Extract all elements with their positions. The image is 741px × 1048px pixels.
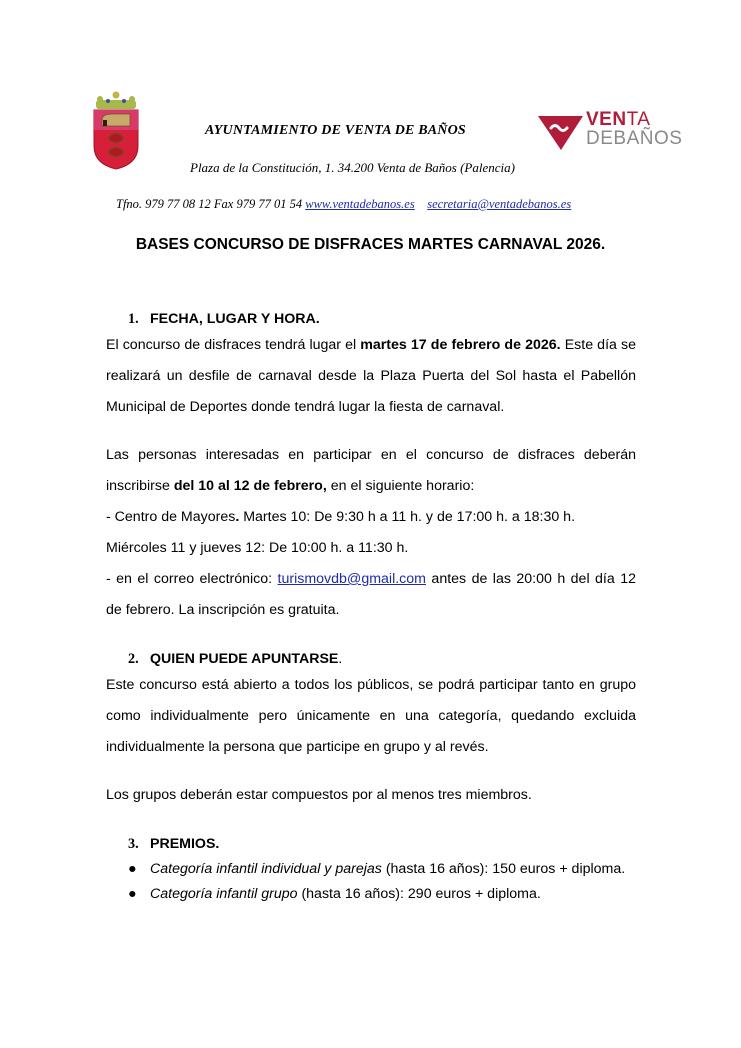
prize-item: [128, 883, 636, 905]
text: - en el correo electrónico:: [106, 571, 278, 587]
prizes-list: [106, 858, 636, 905]
section-number: 2.: [128, 651, 139, 667]
text: El concurso de disfraces tendrá lugar el: [106, 337, 361, 353]
contact-line: [116, 197, 571, 212]
website-link[interactable]: www.ventadebanos.es: [305, 197, 415, 211]
text: Las personas interesadas en participar en el concurso de disfraces deberán inscribirse: [106, 447, 636, 494]
bullet-icon: ●: [128, 886, 137, 902]
text: Este día se realizará un desfile de carnaval desde la Plaza Puerta del Sol hasta el Pabellón Municipal de Deportes donde tendrá lugar la fiesta de carnaval.: [106, 337, 636, 415]
text: en el siguiente horario:: [326, 478, 475, 494]
section-number: 1.: [128, 311, 139, 327]
section-heading-quien: [106, 648, 636, 670]
brand-wordmark-ta: TA: [626, 109, 651, 130]
event-date-bold: martes 17 de febrero de 2026.: [360, 337, 561, 353]
section-heading-text: QUIEN PUEDE APUNTARSE: [150, 651, 339, 667]
prize-detail: (hasta 16 años): 150 euros + diploma.: [381, 861, 626, 877]
prize-item: [128, 858, 636, 880]
registration-dates-bold: del 10 al 12 de febrero,: [173, 478, 327, 494]
section-heading-text: FECHA, LUGAR Y HORA.: [150, 311, 320, 327]
text: antes de las 20:00 h del día 12 de febrero. La inscripción es gratuita.: [106, 571, 636, 618]
registration-email-link[interactable]: turismovdb@gmail.com: [277, 571, 426, 587]
organization-address: Plaza de la Constitución, 1. 34.200 Venta de Baños (Palencia): [190, 160, 515, 175]
paragraph-email-registration: [106, 564, 636, 626]
paragraph-centro-mayores: [106, 502, 636, 564]
bullet-icon: ●: [128, 861, 137, 877]
prize-detail: (hasta 16 años): 290 euros + diploma.: [297, 886, 541, 902]
crown-icon: [96, 92, 136, 110]
secretaria-email-link[interactable]: secretaria@ventadebanos.es: [427, 197, 572, 211]
municipal-crest-logo: [90, 90, 142, 170]
paragraph-participation: Este concurso está abierto a todos los públicos, se podrá participar tanto en grupo como individualmente pero únicamente en una categoría, quedando excluida individualmente la persona que participe en grupo y al revés.: [106, 677, 636, 755]
document-title: BASES CONCURSO DE DISFRACES MARTES CARNAVAL 2026.: [135, 236, 606, 253]
paragraph-event-date: [106, 330, 636, 423]
section-heading-premios: [106, 833, 636, 855]
organization-name: AYUNTAMIENTO DE VENTA DE BAÑOS: [205, 123, 466, 138]
section-heading-text: PREMIOS.: [150, 836, 220, 852]
section-number: 3.: [128, 836, 139, 852]
triangle-mark-icon: [538, 116, 583, 150]
text: .: [235, 509, 240, 525]
paragraph-registration: [106, 440, 636, 502]
paragraph-group-size: Los grupos deberán estar compuestos por al menos tres miembros.: [106, 787, 532, 803]
prize-category: Categoría infantil grupo: [150, 886, 298, 902]
brand-wordmark: [586, 110, 682, 148]
phone-fax: Tfno. 979 77 08 12 Fax 979 77 01 54: [116, 197, 303, 211]
text: Martes 10: De 9:30 h a 11 h. y de 17:00 h. a 18:30 h. Miércoles 11 y jueves 12: De 10:00 h. a 11:30 h.: [106, 509, 576, 556]
prize-category: Categoría infantil individual y parejas: [150, 861, 382, 877]
document-body: [106, 308, 636, 908]
section-heading-fecha: [106, 308, 636, 330]
text: .: [338, 651, 343, 667]
text: - Centro de Mayores: [106, 509, 236, 525]
brand-wordmark-ven: VEN: [586, 109, 627, 130]
brand-wordmark-debanos: DEBAÑOS: [586, 128, 683, 149]
